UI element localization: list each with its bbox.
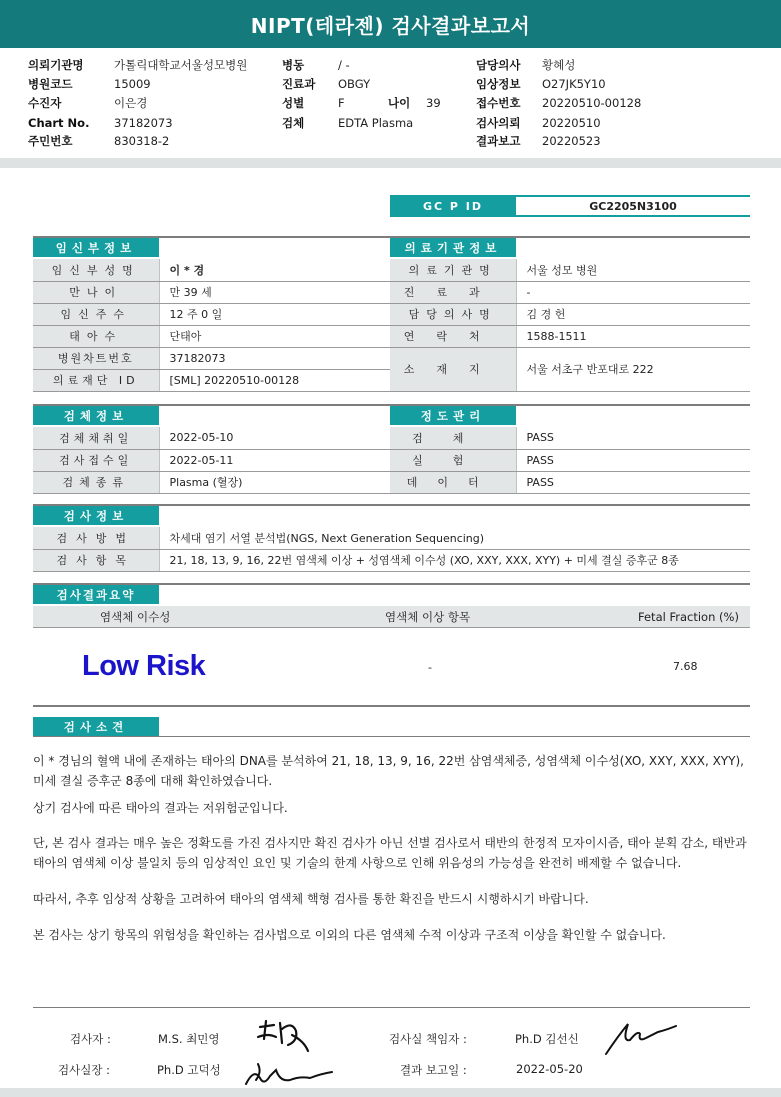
gcp-id-value: GC2205N3100	[516, 195, 750, 217]
header-resident-no: 주민번호 830318-2	[28, 133, 170, 148]
table-row	[390, 259, 750, 281]
header-report-date: 결과보고 20220523	[476, 133, 601, 148]
row-value: Plasma (혈장)	[159, 471, 391, 493]
summary-col-fetal-fraction: Fetal Fraction (%)	[638, 609, 739, 624]
table-row	[33, 449, 391, 471]
header-receipt-no: 접수번호 20220510-00128	[476, 95, 642, 110]
director-signature-icon	[240, 1058, 335, 1090]
result-fetal-fraction: 7.68	[673, 660, 698, 673]
result-low-risk: Low Risk	[82, 650, 206, 682]
report-date-value: 2022-05-20	[516, 1062, 583, 1076]
row-value: 차세대 염기 서열 분석법(NGS, Next Generation Sequencing)	[159, 527, 750, 549]
table-row	[390, 281, 750, 303]
row-label: 의료재단 ID	[33, 369, 159, 391]
header-sex: 성별 F 나이 39	[282, 95, 441, 110]
pregnancy-section-heading: 임신부정보	[33, 238, 159, 257]
row-value: 서울 서초구 반포대로 222	[516, 347, 750, 391]
finding-paragraph: 상기 검사에 따른 태아의 결과는 저위험군입니다.	[33, 801, 288, 815]
header-specimen: 검체 EDTA Plasma	[282, 115, 414, 130]
row-value: 2022-05-10	[159, 427, 391, 449]
examiner-name: M.S. 최민영	[158, 1032, 220, 1046]
row-label: 데이터	[390, 471, 516, 493]
signature-rule	[33, 1007, 750, 1008]
header-hospital-code: 병원코드 15009	[28, 76, 151, 91]
header-department: 진료과 OBGY	[282, 76, 371, 91]
finding-paragraph: 단, 본 검사 결과는 매우 높은 정확도를 가진 검사지만 확진 검사가 아닌 선별 검사로서 태반의 한정적 모자이시즘, 태아 분획 감소, 태반과 태아의 염색체 이상 불일치 등의 임상적인 요인 및 기술의 한계 사항으로 인해 위음성의 가능성을 완전히 배제할 수 없습니다.	[33, 836, 747, 870]
footer-bar	[0, 1088, 781, 1097]
header-chart-no: Chart No. 37182073	[28, 115, 173, 130]
header-doctor: 담당의사 황혜성	[476, 57, 576, 72]
table-row	[33, 549, 750, 571]
header-clinical-info: 임상정보 O27JK5Y10	[476, 76, 606, 91]
row-label: 검사항목	[33, 549, 159, 571]
row-value: 단태아	[159, 325, 391, 347]
row-value: 김 경 헌	[516, 303, 750, 325]
examiner-label: 검사자 :	[70, 1032, 111, 1046]
table-row	[390, 347, 750, 391]
table-row	[33, 527, 750, 549]
header-request-date: 검사의뢰 20220510	[476, 115, 601, 130]
table-row	[33, 281, 391, 303]
row-label: 검사접수일	[33, 449, 159, 471]
row-label: 임신주수	[33, 303, 159, 325]
row-value: 서울 성모 병원	[516, 259, 750, 281]
lab-director-label: 검사실장 :	[58, 1063, 110, 1077]
institution-section-heading: 의료기관정보	[390, 238, 516, 257]
row-value: 만 39 세	[159, 281, 391, 303]
specimen-section-heading: 검체정보	[33, 406, 159, 425]
finding-paragraph: 따라서, 추후 임상적 상황을 고려하여 태아의 염색체 핵형 검사를 통한 확진을 반드시 시행하시기 바랍니다.	[33, 892, 589, 906]
summary-section-heading: 검사결과요약	[33, 585, 159, 604]
row-label: 담당의사명	[390, 303, 516, 325]
summary-col-abnormal: 염색체 이상 항목	[385, 609, 471, 624]
row-value: 21, 18, 13, 9, 16, 22번 염색체 이상 + 성염색체 이수성 (XO, XXY, XXX, XYY) + 미세 결실 증후군 8종	[159, 549, 750, 571]
row-label: 만나이	[33, 281, 159, 303]
row-label: 검체채취일	[33, 427, 159, 449]
row-value: 12 주 0 일	[159, 303, 391, 325]
table-row	[390, 449, 750, 471]
chief-signature-icon	[600, 1016, 680, 1060]
row-value: PASS	[516, 427, 750, 449]
row-value: 이 * 경	[159, 259, 391, 281]
row-label: 검사방법	[33, 527, 159, 549]
header-divider	[0, 158, 781, 168]
finding-paragraph: 본 검사는 상기 항목의 위험성을 확인하는 검사법으로 이외의 다른 염색체 수적 이상과 구조적 이상을 확인할 수 없습니다.	[33, 928, 666, 942]
table-row	[33, 325, 391, 347]
row-value: [SML] 20220510-00128	[159, 369, 391, 391]
row-label: 의료기관명	[390, 259, 516, 281]
table-row	[33, 259, 391, 281]
header-ward: 병동 / -	[282, 57, 350, 72]
table-row	[33, 347, 391, 369]
institution-info-table	[390, 259, 750, 392]
test-info-table	[33, 527, 750, 572]
report-title: NIPT(테라젠) 검사결과보고서	[0, 0, 781, 48]
row-value: 2022-05-11	[159, 449, 391, 471]
table-row	[33, 427, 391, 449]
finding-paragraph: 이 * 경님의 혈액 내에 존재하는 태아의 DNA를 분석하여 21, 18, 13, 9, 16, 22번 삼염색체증, 성염색체 이수성(XO, XXY, XXX, XYY), 미세 결실 증후군 8종에 대해 확인하였습니다.	[33, 754, 744, 788]
qc-info-table	[390, 427, 750, 494]
table-row	[390, 303, 750, 325]
row-label: 실험	[390, 449, 516, 471]
row-value: PASS	[516, 471, 750, 493]
table-row	[390, 471, 750, 493]
table-row	[33, 303, 391, 325]
table-row	[390, 325, 750, 347]
findings-section-rule	[33, 705, 750, 707]
examiner-signature-icon	[252, 1015, 312, 1055]
row-label: 검체종류	[33, 471, 159, 493]
qc-section-heading: 정도관리	[390, 406, 516, 425]
findings-underline	[33, 736, 750, 737]
lab-chief-label: 검사실 책임자 :	[389, 1032, 467, 1046]
result-abnormal-item: -	[428, 661, 432, 674]
test-section-heading: 검사정보	[33, 506, 159, 525]
lab-director-name: Ph.D 고덕성	[157, 1063, 221, 1077]
table-row	[33, 369, 391, 391]
row-label: 연락처	[390, 325, 516, 347]
row-value: 37182073	[159, 347, 391, 369]
header-hospital-name: 의뢰기관명 가톨릭대학교서울성모병원	[28, 57, 248, 72]
row-label: 임신부성명	[33, 259, 159, 281]
lab-chief-name: Ph.D 김선신	[515, 1032, 579, 1046]
row-value: 1588-1511	[516, 325, 750, 347]
findings-section-heading: 검사소견	[33, 717, 159, 736]
report-date-label: 결과 보고일 :	[400, 1063, 467, 1077]
pregnancy-info-table	[33, 259, 391, 392]
table-row	[390, 427, 750, 449]
row-value: PASS	[516, 449, 750, 471]
row-label: 소재지	[390, 347, 516, 391]
table-row	[33, 471, 391, 493]
specimen-info-table	[33, 427, 391, 494]
summary-col-aneuploidy: 염색체 이수성	[100, 609, 171, 624]
header-patient-name: 수진자 이은경	[28, 95, 148, 110]
summary-header-row	[33, 606, 750, 628]
row-label: 검체	[390, 427, 516, 449]
row-label: 진료과	[390, 281, 516, 303]
row-label: 태아수	[33, 325, 159, 347]
row-value: -	[516, 281, 750, 303]
row-label: 병원차트번호	[33, 347, 159, 369]
gcp-id-label: GC P ID	[390, 195, 516, 217]
